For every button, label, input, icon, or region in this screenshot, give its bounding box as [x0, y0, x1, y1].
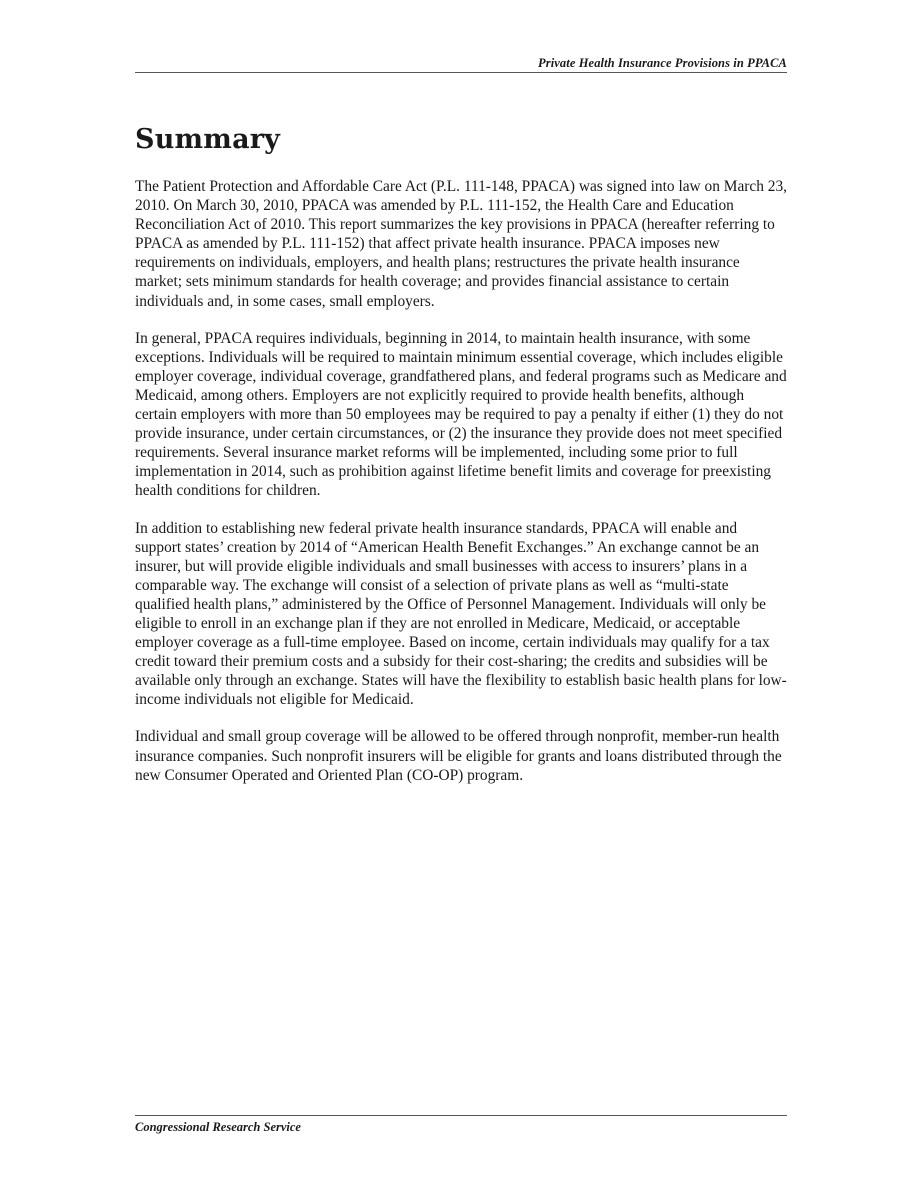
summary-body	[135, 177, 787, 803]
paragraph-4: Individual and small group coverage will be allowed to be offered through nonprofit, member-run health insurance companies. Such nonprofit insurers will be eligible for grants and loans distributed through the new Consumer Operated and Oriented Plan (CO-OP) program.	[135, 728, 782, 784]
paragraph-2: In general, PPACA requires individuals, beginning in 2014, to maintain health insurance, with some exceptions. Individuals will be required to maintain minimum essential coverage, which includes eligible employer coverage, individual coverage, grandfathered plans, and federal programs such as Medicare and Medicaid, among others. Employers are not explicitly required to provide health benefits, although certain employers with more than 50 employees may be required to pay a penalty if either (1) they do not provide insurance, under certain circumstances, or (2) the insurance they provide does not meet specified requirements. Several insurance market reforms will be implemented, including some prior to full implementation in 2014, such as prohibition against lifetime benefit limits and coverage for preexisting health conditions for children.	[135, 329, 787, 500]
section-title: Summary	[135, 124, 281, 155]
paragraph-1: The Patient Protection and Affordable Care Act (P.L. 111-148, PPACA) was signed into law on March 23, 2010. On March 30, 2010, PPACA was amended by P.L. 111-152, the Health Care and Education Reconciliation Act of 2010. This report summarizes the key provisions in PPACA (hereafter referring to PPACA as amended by P.L. 111-152) that affect private health insurance. PPACA imposes new requirements on individuals, employers, and health plans; restructures the private health insurance market; sets minimum standards for health coverage; and provides financial assistance to certain individuals and, in some cases, small employers.	[135, 178, 788, 310]
footer-divider	[135, 1115, 787, 1116]
header-divider	[135, 72, 787, 73]
paragraph-3: In addition to establishing new federal private health insurance standards, PPACA will enable and support states’ creation by 2014 of “American Health Benefit Exchanges.” An exchange cannot be an insurer, but will provide eligible individuals and small businesses with access to insurers’ plans in a comparable way. The exchange will consist of a selection of private plans as well as “multi-state qualified health plans,” administered by the Office of Personnel Management. Individuals will only be eligible to enroll in an exchange plan if they are not enrolled in Medicare, Medicaid, or acceptable employer coverage as a full-time employee. Based on income, certain individuals may qualify for a tax credit toward their premium costs and a subsidy for their cost-sharing; the credits and subsidies will be available only through an exchange. States will have the flexibility to establish basic health plans for low-income individuals not eligible for Medicaid.	[135, 519, 787, 709]
running-footer-publisher: Congressional Research Service	[135, 1120, 301, 1134]
running-header-title: Private Health Insurance Provisions in PPACA	[538, 56, 787, 70]
